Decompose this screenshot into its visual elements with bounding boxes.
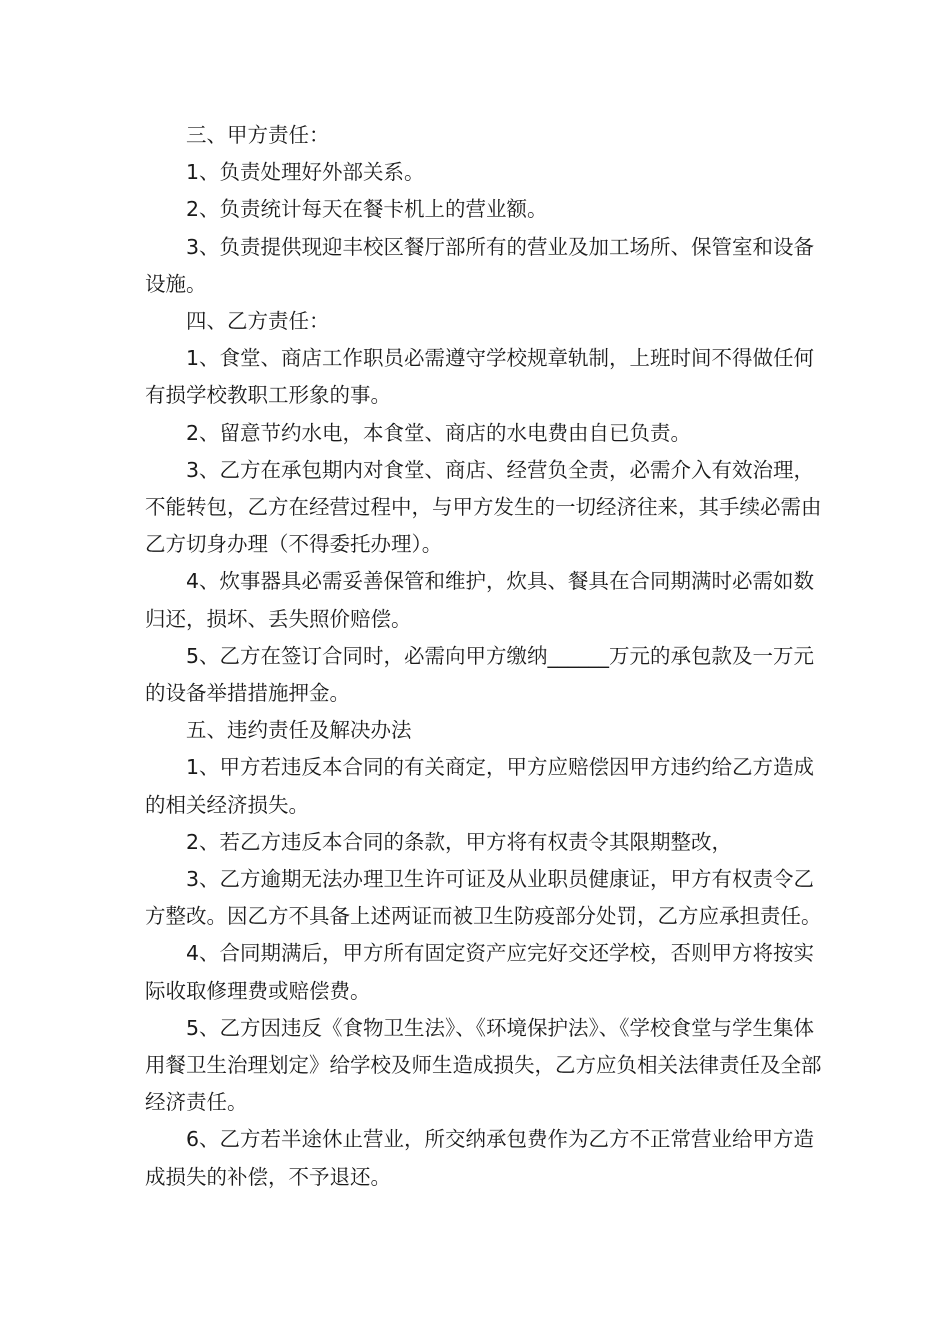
paragraph: 2、留意节约水电，本食堂、商店的水电费由自已负责。 bbox=[186, 420, 692, 445]
paragraph: 2、负责统计每天在餐卡机上的营业额。 bbox=[186, 197, 548, 222]
paragraph: 3、负责提供现迎丰校区餐厅部所有的营业及加工场所、保管室和设备设施。 bbox=[145, 234, 815, 296]
document-body bbox=[145, 117, 830, 1196]
paragraph: 1、负责处理好外部关系。 bbox=[186, 160, 425, 185]
paragraph: 2、若乙方违反本合同的条款，甲方将有权责令其限期整改， bbox=[186, 829, 733, 854]
section-heading-breach: 五、违约责任及解决办法 bbox=[186, 718, 412, 743]
section-heading-party-b: 四、乙方责任： bbox=[186, 309, 330, 334]
paragraph: 6、乙方若半途休止营业，所交纳承包费作为乙方不正常营业给甲方造成损失的补偿，不予退还。 bbox=[145, 1127, 815, 1189]
paragraph: 1、甲方若违反本合同的有关商定，甲方应赔偿因甲方违约给乙方造成的相关经济损失。 bbox=[145, 755, 815, 817]
section-heading-party-a: 三、甲方责任： bbox=[186, 123, 330, 147]
paragraph: 1、食堂、商店工作职员必需遵守学校规章轨制，上班时间不得做任何有损学校教职工形象的事。 bbox=[145, 346, 815, 408]
paragraph: 5、乙方因违反《食物卫生法》、《环境保护法》、《学校食堂与学生集体用餐卫生治理划定》给学校及师生造成损失，乙方应负相关法律责任及全部经济责任。 bbox=[145, 1015, 822, 1115]
paragraph: 4、合同期满后，甲方所有固定资产应完好交还学校，否则甲方将按实际收取修理费或赔偿费。 bbox=[145, 941, 815, 1003]
paragraph: 5、乙方在签订合同时，必需向甲方缴纳______万元的承包款及一万元的设备举措措施押金。 bbox=[145, 643, 815, 706]
paragraph: 3、乙方逾期无法办理卫生许可证及从业职员健康证，甲方有权责令乙方整改。因乙方不具备上述两证而被卫生防疫部分处罚，乙方应承担责任。 bbox=[145, 867, 822, 929]
paragraph: 3、乙方在承包期内对食堂、商店、经营负全责，必需介入有效治理，不能转包，乙方在经营过程中，与甲方发生的一切经济往来，其手续必需由乙方切身办理（不得委托办理）。 bbox=[145, 457, 822, 557]
paragraph: 4、炊事器具必需妥善保管和维护，炊具、餐具在合同期满时必需如数归还，损坏、丢失照价赔偿。 bbox=[145, 569, 815, 631]
